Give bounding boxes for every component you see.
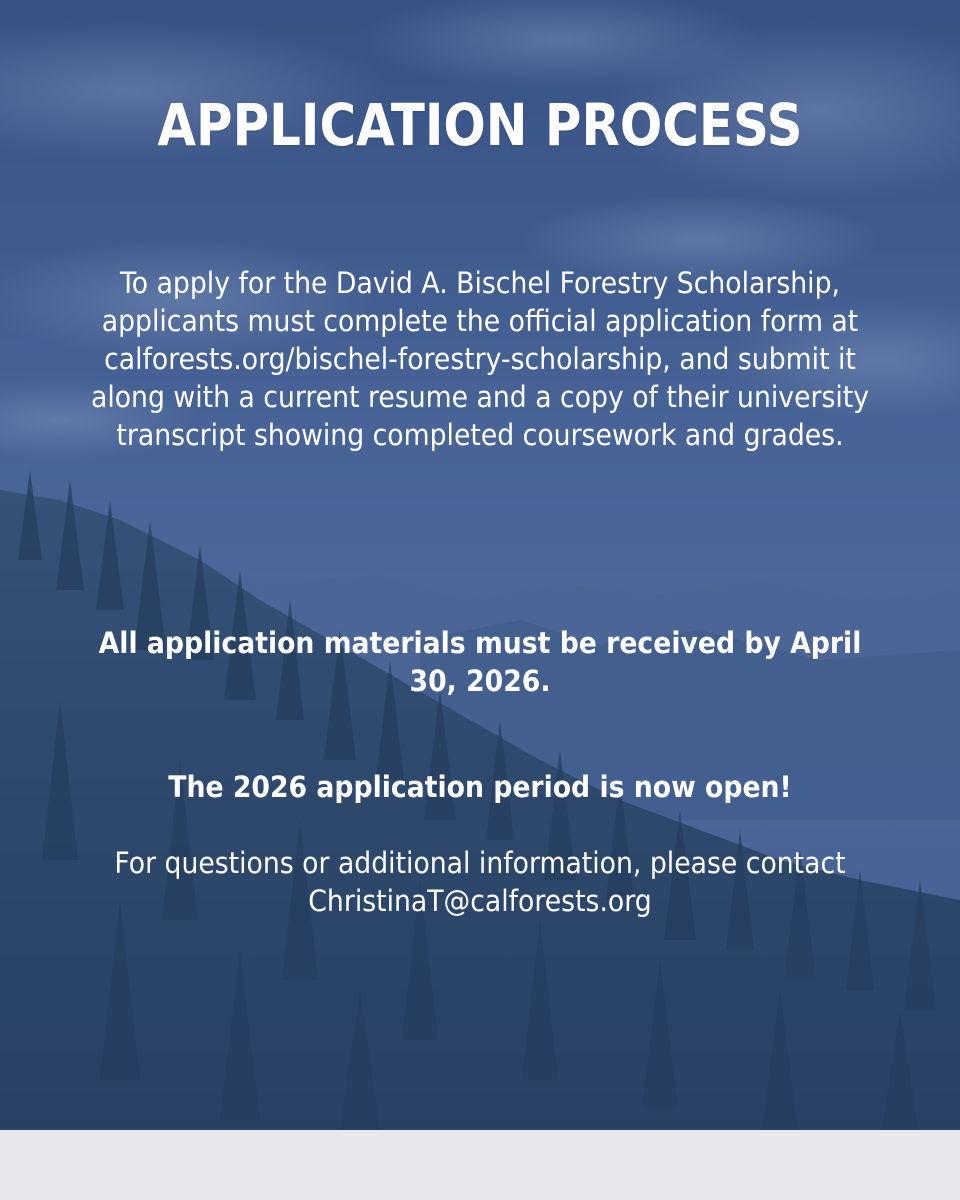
intro-paragraph: To apply for the David A. Bischel Forestry Scholarship, applicants must complete the official application form at calforests.org/bischel-forestry-scholarship, and submit it along with a current resume and a copy of their university transcript showing completed coursework and grades.: [90, 266, 870, 452]
deadline-paragraph: All application materials must be received by April 30, 2026.: [98, 626, 862, 698]
status-paragraph: The 2026 application period is now open!: [168, 770, 792, 804]
bottom-band: [0, 1130, 960, 1200]
contact-paragraph: For questions or additional information, please contact ChristinaT@calforests.org: [114, 846, 846, 918]
page-title: APPLICATION PROCESS: [157, 91, 803, 159]
